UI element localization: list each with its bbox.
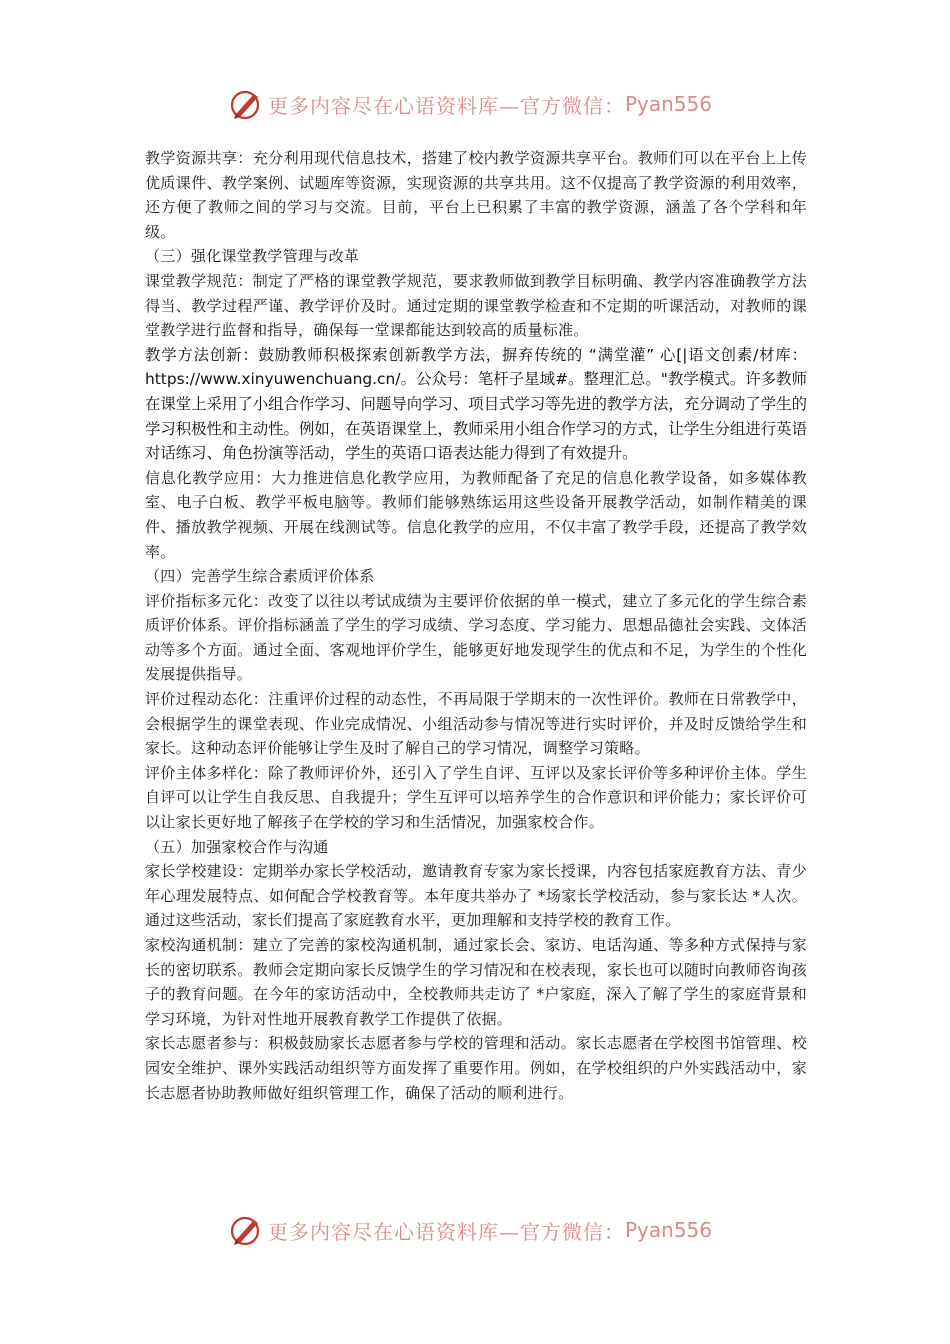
section-heading-4: （四）完善学生综合素质评价体系 [145, 567, 375, 586]
paragraph-classroom-norms: 课堂教学规范：制定了严格的课堂教学规范，要求教师做到教学目标明确、教学内容准确教学方法得当、教学过程严谨、教学评价及时。通过定期的课堂教学检查和不定期的听课活动，对教师的课堂教学进行监督和指导，确保每一堂课都能达到较高的质量标准。 [145, 271, 807, 340]
pen-logo-icon [228, 86, 264, 122]
footer-banner [228, 1210, 728, 1250]
paragraph-parent-school: 家长学校建设：定期举办家长学校活动，邀请教育专家为家长授课，内容包括家庭教育方法、青少年心理发展特点、如何配合学校教育等。本年度共举办了 *场家长学校活动，参与家长达 *人次。通过这些活动，家长们提高了家庭教育水平，更加理解和支持学校的教育工作。 [145, 862, 807, 930]
banner-wechat-id: Pyan556 [625, 92, 713, 116]
paragraph-communication: 家校沟通机制：建立了完善的家校沟通机制，通过家长会、家访、电话沟通、等多种方式保持与家长的密切联系。教师会定期向家长反馈学生的学习情况和在校表现，家长也可以随时向教师咨询孩子的教育问题。在今年的家访活动中，全校教师共走访了 *户家庭，深入了解了学生的家庭背景和学习环境，为针对性地开展教育教学工作提供了依据。 [145, 936, 807, 1028]
paragraph-resource-sharing: 教学资源共享：充分利用现代信息技术，搭建了校内教学资源共享平台。教师们可以在平台上上传优质课件、教学案例、试题库等资源，实现资源的共享共用。这不仅提高了教学资源的利用效率，还方便了教师之间的学习与交流。目前，平台上已积累了丰富的教学资源，涵盖了各个学科和年级。 [145, 149, 807, 241]
header-banner [228, 84, 728, 124]
pen-logo-icon [228, 1212, 264, 1248]
banner-wechat-id: Pyan556 [625, 1218, 713, 1242]
paragraph-diverse-indicators: 评价指标多元化：改变了以往以考试成绩为主要评价依据的单一模式，建立了多元化的学生综合素质评价体系。评价指标涵盖了学生的学习成绩、学习态度、学习能力、思想品德社会实践、文体活动等多个方面。通过全面、客观地评价学生，能够更好地发现学生的优点和不足，为学生的个性化发展提供指导。 [145, 591, 807, 684]
paragraph-volunteers: 家长志愿者参与：积极鼓励家长志愿者参与学校的管理和活动。家长志愿者在学校图书馆管理、校园安全维护、课外实践活动组织等方面发挥了重要作用。例如，在学校组织的户外实践活动中，家长志愿者协助教师做好组织管理工作，确保了活动的顺利进行。 [145, 1034, 807, 1102]
paragraph-diverse-evaluators: 评价主体多样化：除了教师评价外，还引入了学生自评、互评以及家长评价等多种评价主体。学生自评可以让学生自我反思、自我提升；学生互评可以培养学生的合作意识和评价能力；家长评价可以让家长更好地了解孩子在学校的学习和生活情况，加强家校合作。 [145, 763, 807, 832]
banner-text: 更多内容尽在心语资料库—官方微信： [268, 93, 625, 118]
section-heading-3: （三）强化课堂教学管理与改革 [145, 247, 360, 266]
paragraph-it-teaching: 信息化教学应用：大力推进信息化教学应用，为教师配备了充足的信息化教学设备，如多媒体教室、电子白板、教学平板电脑等。教师们能够熟练运用这些设备开展教学活动，如制作精美的课件、播放教学视频、开展在线测试等。信息化教学的应用，不仅丰富了教学手段，还提高了教学效率。 [145, 468, 807, 561]
section-heading-5: （五）加强家校合作与沟通 [145, 837, 329, 856]
banner-text: 更多内容尽在心语资料库—官方微信： [268, 1219, 625, 1244]
paragraph-dynamic-evaluation: 评价过程动态化：注重评价过程的动态性，不再局限于学期末的一次性评价。教师在日常教学中，会根据学生的课堂表现、作业完成情况、小组活动参与情况等进行实时评价，并及时反馈给学生和家长。这种动态评价能够让学生及时了解自己的学习情况，调整学习策略。 [145, 690, 807, 758]
document-body [145, 146, 807, 1105]
paragraph-method-innovation: 教学方法创新：鼓励教师积极探索创新教学方法，摒弃传统的 “满堂灌” 心[|语文创素/材库：https://www.xinyuwenchuang.cn/。公众号：笔杆子星域#。整理汇总。"教学模式。许多教师在课堂上采用了小组合作学习、问题导向学习、项目式学习等先进的教学方法，充分调动了学生的学习积极性和主动性。例如，在英语课堂上，教师采用小组合作学习的方式，让学生分组进行英语对话练习、角色扮演等活动，学生的英语口语表达能力得到了有效提升。 [145, 345, 807, 463]
